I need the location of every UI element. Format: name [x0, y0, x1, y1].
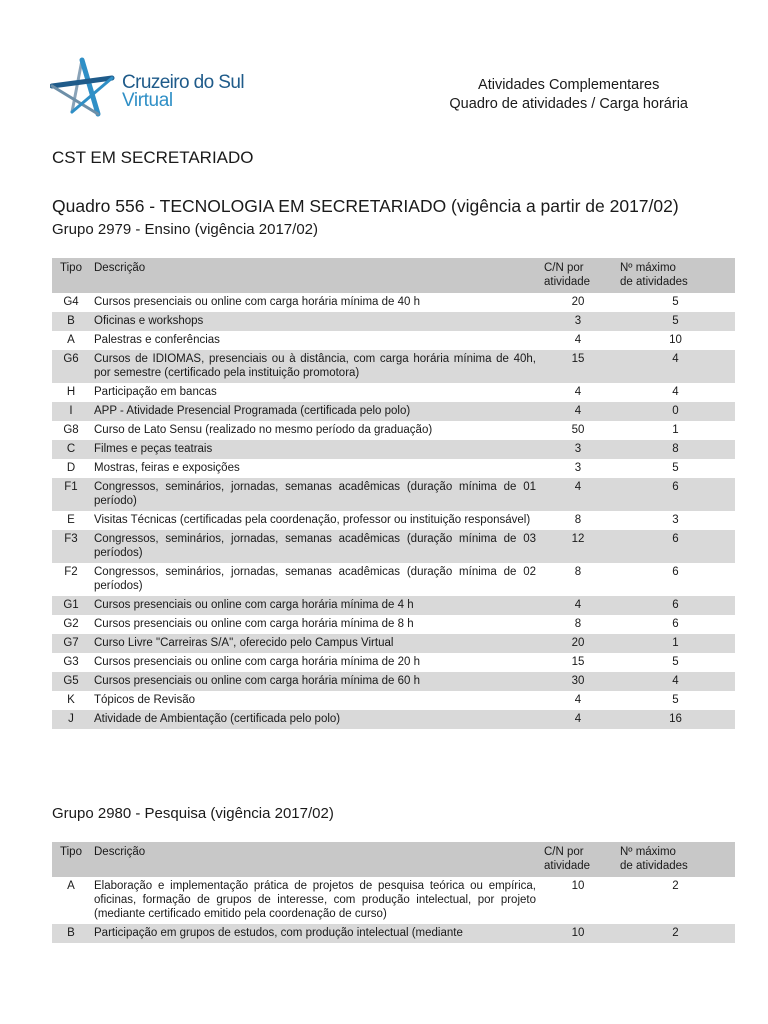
col-descricao: Descrição: [90, 842, 540, 877]
cell-tipo: D: [66, 462, 76, 474]
cell-max: 6: [616, 478, 735, 511]
cell-max: 1: [672, 424, 679, 436]
cell-max: 5: [672, 656, 679, 668]
cell-max: 3: [672, 514, 679, 526]
table-row: [52, 459, 735, 478]
cell-descricao: Congressos, seminários, jornadas, semanas acadêmicas (duração mínima de 02 períodos): [94, 566, 536, 592]
table-row: [52, 530, 735, 563]
cell-tipo: I: [52, 402, 90, 421]
cell-descricao: Elaboração e implementação prática de projetos de pesquisa teórica ou empírica, oficinas, formação de grupos de interesse, com produção intelectual, por projeto (mediante certificado emitido pela coordenação de curso): [94, 880, 536, 920]
cell-cn: 3: [574, 462, 582, 474]
cell-tipo: K: [67, 694, 75, 706]
logo: [50, 56, 250, 120]
cell-tipo: G3: [63, 656, 79, 668]
cell-descricao: Mostras, feiras e exposições: [94, 462, 240, 474]
group-1-table: [52, 258, 735, 729]
table-row: [52, 350, 735, 383]
table-row: [52, 421, 735, 440]
table-row: [52, 478, 735, 511]
cell-max: 2: [616, 924, 735, 943]
cell-cn: 8: [574, 618, 582, 630]
logo-name: Cruzeiro do Sul: [122, 72, 244, 93]
table-row: [52, 877, 735, 924]
cell-max: 2: [672, 880, 679, 892]
cell-cn: 4: [574, 386, 582, 398]
cell-tipo: G1: [52, 596, 90, 615]
cell-descricao: Cursos de IDIOMAS, presenciais ou à distância, com carga horária mínima de 40h, por semestre (certificado pela instituição promotora): [90, 350, 540, 383]
cell-tipo: E: [67, 514, 75, 526]
col-max: Nº máximo de atividades: [616, 258, 735, 293]
cell-tipo: F3: [52, 530, 90, 563]
cell-descricao: Palestras e conferências: [94, 334, 220, 346]
quadro-title: Quadro 556 - TECNOLOGIA EM SECRETARIADO (vigência a partir de 2017/02): [52, 196, 679, 216]
cell-tipo: B: [52, 312, 90, 331]
table-row: [52, 563, 735, 596]
cell-cn: 4: [540, 596, 616, 615]
cell-cn: 4: [540, 710, 616, 729]
cell-descricao: Congressos, seminários, jornadas, semanas acadêmicas (duração mínima de 01 período): [90, 478, 540, 511]
cell-max: 16: [616, 710, 735, 729]
cell-cn: 4: [574, 694, 582, 706]
table-row: [52, 672, 735, 691]
cell-tipo: G4: [63, 296, 79, 308]
cell-tipo: G5: [52, 672, 90, 691]
cell-descricao: Cursos presenciais ou online com carga horária mínima de 60 h: [90, 672, 540, 691]
header-line-2: Quadro de atividades / Carga horária: [449, 96, 688, 112]
cell-tipo: A: [67, 334, 75, 346]
table-row: [52, 615, 735, 634]
group-2-table: [52, 842, 735, 943]
table-row: [52, 710, 735, 729]
cell-cn: 4: [574, 334, 582, 346]
cell-cn: 3: [540, 440, 616, 459]
cell-max: 4: [672, 386, 679, 398]
cell-tipo: G2: [63, 618, 79, 630]
cell-tipo: H: [66, 386, 76, 398]
cell-descricao: Participação em bancas: [94, 386, 217, 398]
table-row: [52, 440, 735, 459]
cell-tipo: J: [52, 710, 90, 729]
col-tipo: Tipo: [52, 842, 90, 877]
cell-descricao: Filmes e peças teatrais: [90, 440, 540, 459]
cell-max: 8: [616, 440, 735, 459]
cell-max: 6: [616, 596, 735, 615]
table-row: [52, 691, 735, 710]
cell-max: 5: [672, 296, 679, 308]
group-2-title: Grupo 2980 - Pesquisa (vigência 2017/02): [52, 805, 334, 822]
cell-cn: 20: [571, 296, 585, 308]
cell-tipo: F1: [52, 478, 90, 511]
cell-max: 4: [616, 672, 735, 691]
cell-max: 1: [616, 634, 735, 653]
header-line-1: Atividades Complementares: [478, 77, 660, 93]
table-row: [52, 653, 735, 672]
col-max: Nº máximo de atividades: [616, 842, 735, 877]
cell-cn: 50: [571, 424, 585, 436]
cell-max: 6: [672, 618, 679, 630]
cell-descricao: Cursos presenciais ou online com carga horária mínima de 40 h: [94, 296, 420, 308]
cell-tipo: G6: [52, 350, 90, 383]
logo-subtitle: Virtual: [122, 90, 173, 111]
table-header-row: [52, 842, 735, 877]
group-1-title: Grupo 2979 - Ensino (vigência 2017/02): [52, 221, 319, 238]
table-row: [52, 331, 735, 350]
cell-descricao: APP - Atividade Presencial Programada (certificada pelo polo): [90, 402, 540, 421]
cell-cn: 12: [540, 530, 616, 563]
cell-descricao: Curso Livre "Carreiras S/A", oferecido pelo Campus Virtual: [90, 634, 540, 653]
cell-tipo: G8: [63, 424, 79, 436]
col-descricao: Descrição: [90, 258, 540, 293]
cell-cn: 20: [540, 634, 616, 653]
course-title: CST EM SECRETARIADO: [52, 148, 254, 167]
cell-tipo: F2: [64, 566, 78, 578]
cell-max: 0: [616, 402, 735, 421]
cell-descricao: Congressos, seminários, jornadas, semanas acadêmicas (duração mínima de 03 períodos): [90, 530, 540, 563]
table-row: [52, 924, 735, 943]
cell-descricao: Cursos presenciais ou online com carga horária mínima de 20 h: [94, 656, 420, 668]
cell-descricao: Cursos presenciais ou online com carga horária mínima de 4 h: [90, 596, 540, 615]
cell-max: 6: [616, 530, 735, 563]
col-cn: C/N por atividade: [540, 258, 616, 293]
table-row: [52, 402, 735, 421]
star-logo-icon: [50, 56, 120, 120]
cell-descricao: Atividade de Ambientação (certificada pelo polo): [90, 710, 540, 729]
cell-cn: 4: [540, 402, 616, 421]
col-tipo: Tipo: [52, 258, 90, 293]
cell-descricao: Participação em grupos de estudos, com produção intelectual (mediante: [90, 924, 540, 943]
table-row: [52, 312, 735, 331]
cell-descricao: Oficinas e workshops: [90, 312, 540, 331]
col-cn: C/N por atividade: [540, 842, 616, 877]
cell-cn: 8: [574, 514, 582, 526]
table-row: [52, 511, 735, 530]
document-header: [449, 76, 688, 114]
table-row: [52, 293, 735, 312]
cell-cn: 30: [540, 672, 616, 691]
cell-tipo: B: [52, 924, 90, 943]
cell-descricao: Tópicos de Revisão: [94, 694, 195, 706]
cell-descricao: Visitas Técnicas (certificadas pela coordenação, professor ou instituição responsável): [94, 514, 531, 526]
table-row: [52, 634, 735, 653]
cell-descricao: Curso de Lato Sensu (realizado no mesmo período da graduação): [94, 424, 433, 436]
cell-max: 5: [616, 312, 735, 331]
cell-tipo: G7: [52, 634, 90, 653]
cell-max: 10: [669, 334, 682, 346]
cell-tipo: A: [67, 880, 75, 892]
cell-max: 4: [616, 350, 735, 383]
cell-cn: 10: [571, 880, 585, 892]
cell-cn: 8: [574, 566, 582, 578]
cell-max: 6: [672, 566, 679, 578]
cell-cn: 4: [540, 478, 616, 511]
cell-cn: 15: [571, 656, 585, 668]
table-row: [52, 383, 735, 402]
table-row: [52, 596, 735, 615]
cell-max: 5: [672, 462, 679, 474]
cell-cn: 15: [540, 350, 616, 383]
cell-tipo: C: [52, 440, 90, 459]
cell-cn: 3: [540, 312, 616, 331]
cell-cn: 10: [540, 924, 616, 943]
cell-max: 5: [672, 694, 679, 706]
table-header-row: [52, 258, 735, 293]
cell-descricao: Cursos presenciais ou online com carga horária mínima de 8 h: [94, 618, 414, 630]
